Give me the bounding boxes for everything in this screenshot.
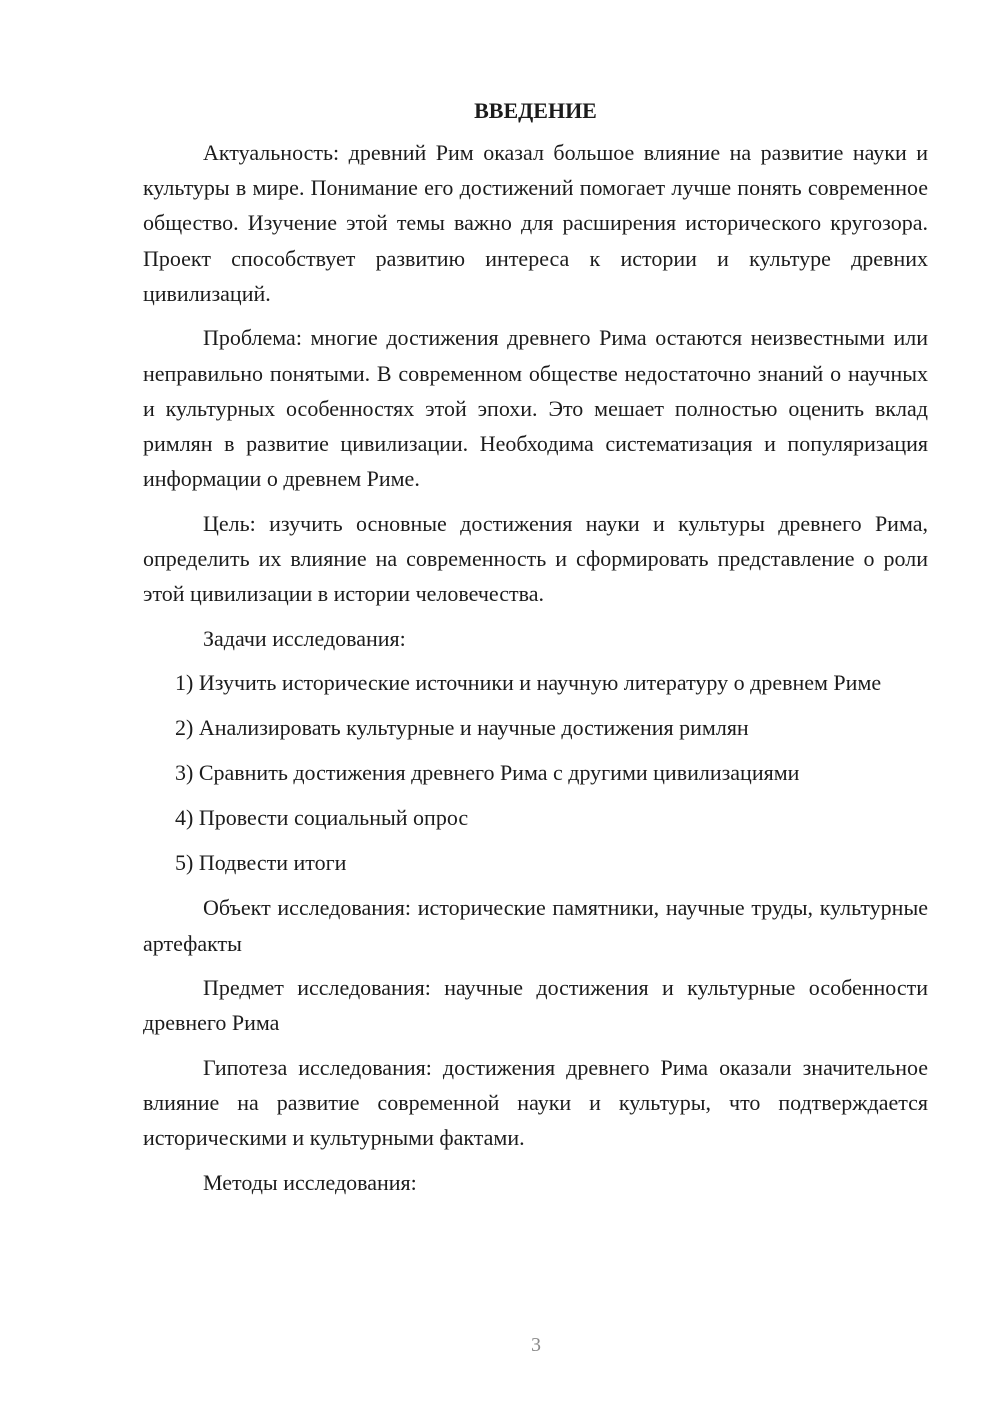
problem-paragraph: Проблема: многие достижения древнего Рима остаются неизвестными или неправильно понятыми. В современном обществе недостаточно знаний о научных и культурных особенностях этой эпохи. Это мешает полностью оценить вклад римлян в развитие цивилизации. Необходима систематизация и популяризация информации о древнем Риме. bbox=[143, 325, 928, 492]
subject-paragraph: Предмет исследования: научные достижения и культурные особенности древнего Рима bbox=[143, 975, 928, 1036]
tasks-heading: Задачи исследования: bbox=[203, 625, 406, 651]
methods-heading: Методы исследования: bbox=[203, 1170, 417, 1195]
page-body bbox=[143, 96, 928, 1210]
relevance-paragraph: Актуальность: древний Рим оказал большое влияние на развитие науки и культуры в мире. Понимание его достижений помогает лучше понять современное общество. Изучение этой темы важно для расширения исторического кругозора. Проект способствует развитию интереса к истории и культуре древних цивилизаций. bbox=[143, 140, 928, 306]
tasks-list bbox=[143, 665, 928, 880]
goal-paragraph: Цель: изучить основные достижения науки и культуры древнего Рима, определить их влияние на современность и сформировать представление о роли этой цивилизации в истории человечества. bbox=[143, 510, 928, 607]
task-item: 2) Анализировать культурные и научные достижения римлян bbox=[175, 715, 749, 741]
object-paragraph: Объект исследования: исторические памятники, научные труды, культурные артефакты bbox=[143, 895, 928, 956]
task-item: 1) Изучить исторические источники и научную литературу о древнем Риме bbox=[175, 670, 882, 696]
task-item: 3) Сравнить достижения древнего Рима с другими цивилизациями bbox=[175, 760, 800, 786]
section-title: ВВЕДЕНИЕ bbox=[474, 98, 597, 123]
task-item: 5) Подвести итоги bbox=[175, 850, 347, 876]
hypothesis-paragraph: Гипотеза исследования: достижения древнего Рима оказали значительное влияние на развитие современной науки и культуры, что подтверждается историческими и культурными фактами. bbox=[143, 1055, 928, 1151]
task-item: 4) Провести социальный опрос bbox=[175, 805, 469, 831]
page-number: 3 bbox=[531, 1334, 541, 1356]
